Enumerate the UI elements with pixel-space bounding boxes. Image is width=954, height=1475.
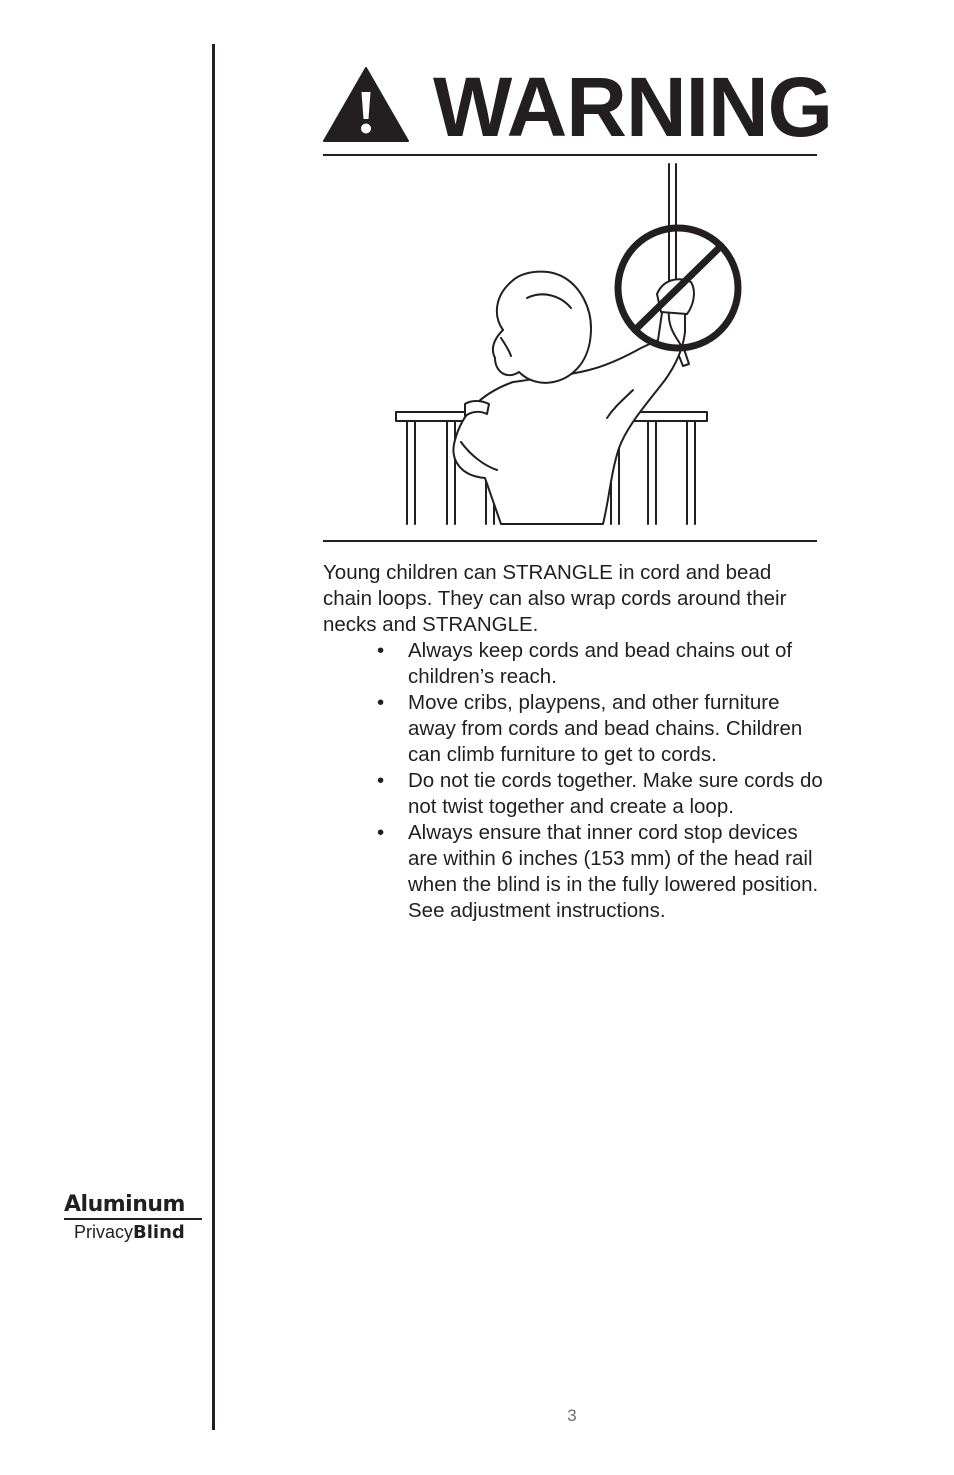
warning-intro: Young children can STRANGLE in cord and bead chain loops. They can also wrap cords around their necks and STRANGLE. [323,561,787,636]
warning-bullet-list [323,638,823,924]
warning-title: WARNING [433,60,832,154]
bullet-text: Do not tie cords together. Make sure cords do not twist together and create a loop. [408,769,823,818]
header-divider [323,154,817,156]
bullet-item [323,768,823,820]
bullet-text: Always keep cords and bead chains out of children’s reach. [408,639,793,688]
warning-header [323,60,832,156]
bullet-item [323,820,823,924]
brand-logo [64,1193,204,1243]
bullet-text: Move cribs, playpens, and other furniture away from cords and bead chains. Children can climb furniture to get to cords. [408,691,803,766]
page-number: 3 [567,1406,577,1425]
brand-underline [64,1218,202,1220]
bullet-text: Always ensure that inner cord stop devices are within 6 inches (153 mm) of the head rail when the blind is in the fully lowered position. See adjustment instructions. [408,821,819,922]
illustration-divider [323,540,817,542]
bullet-icon: • [377,691,385,714]
warning-body [323,560,823,924]
bullet-icon: • [377,821,385,844]
child-reaching-cord-prohibited-illustration [393,160,743,528]
bullet-item [323,690,823,768]
brand-line-aluminum: Aluminum [64,1192,185,1217]
bullet-icon: • [377,769,385,792]
warning-triangle-icon [323,66,409,142]
brand-privacy: Privacy [74,1222,134,1242]
brand-blind: Blind [133,1222,185,1243]
brand-line-privacy-blind [64,1222,204,1243]
margin-rule [212,44,215,1430]
bullet-item [323,638,823,690]
bullet-icon: • [377,639,385,662]
